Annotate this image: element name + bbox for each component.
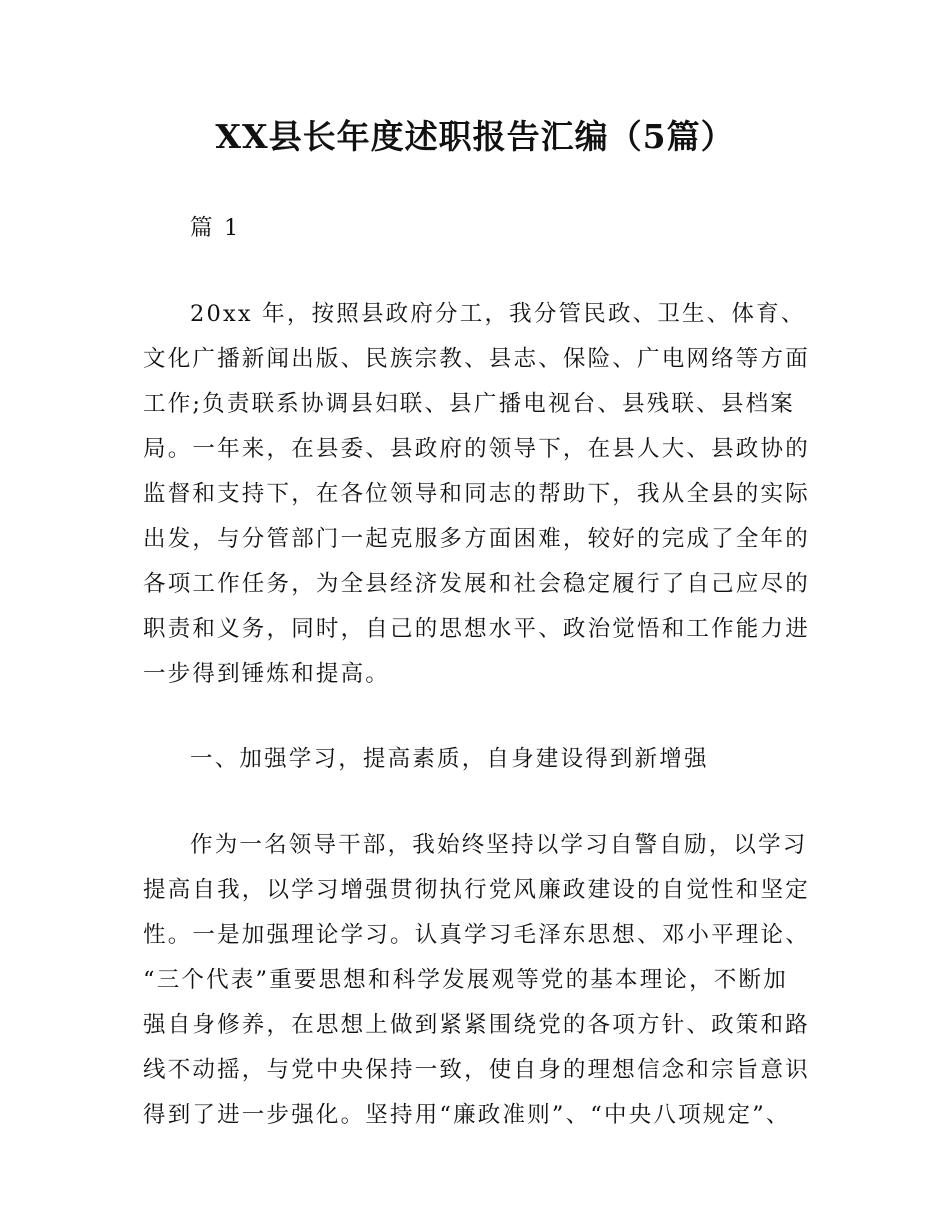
paragraph-1-line: 监督和支持下，在各位领导和同志的帮助下，我从全县的实际: [143, 481, 810, 507]
paragraph-1-line: 出发，与分管部门一起克服多方面困难，较好的完成了全年的: [143, 526, 810, 552]
paragraph-1-line: 职责和义务，同时，自己的思想水平、政治觉悟和工作能力进: [143, 616, 810, 642]
paragraph-1-line: 工作;负责联系协调县妇联、县广播电视台、县残联、县档案: [143, 391, 795, 417]
document-title: XX县长年度述职报告汇编（5篇）: [215, 117, 735, 156]
paragraph-2-line: “三个代表”重要思想和科学发展观等党的基本理论，不断加: [143, 967, 788, 993]
paragraph-2-line: 强自身修养，在思想上做到紧紧围绕党的各项方针、政策和路: [143, 1012, 810, 1038]
paragraph-1-line: 局。一年来，在县委、县政府的领导下，在县人大、县政协的: [143, 436, 810, 462]
section-heading: 一、加强学习，提高素质，自身建设得到新增强: [190, 746, 709, 772]
paragraph-2-line: 得到了进一步强化。坚持用“廉政准则”、“中央八项规定”、: [143, 1102, 791, 1128]
section-label: 篇 1: [190, 215, 241, 241]
paragraph-1-line: 20xx 年，按照县政府分工，我分管民政、卫生、体育、: [190, 301, 806, 327]
paragraph-1-line: 各项工作任务，为全县经济发展和社会稳定履行了自己应尽的: [143, 571, 810, 597]
paragraph-2-line: 性。一是加强理论学习。认真学习毛泽东思想、邓小平理论、: [143, 922, 810, 948]
paragraph-1-line: 一步得到锤炼和提高。: [143, 661, 391, 687]
paragraph-1-line: 文化广播新闻出版、民族宗教、县志、保险、广电网络等方面: [143, 346, 810, 372]
paragraph-2-line: 作为一名领导干部，我始终坚持以学习自警自励，以学习: [190, 832, 808, 858]
paragraph-2-line: 提高自我，以学习增强贯彻执行党风廉政建设的自觉性和坚定: [143, 877, 810, 903]
paragraph-2-line: 线不动摇，与党中央保持一致，使自身的理想信念和宗旨意识: [143, 1057, 810, 1083]
